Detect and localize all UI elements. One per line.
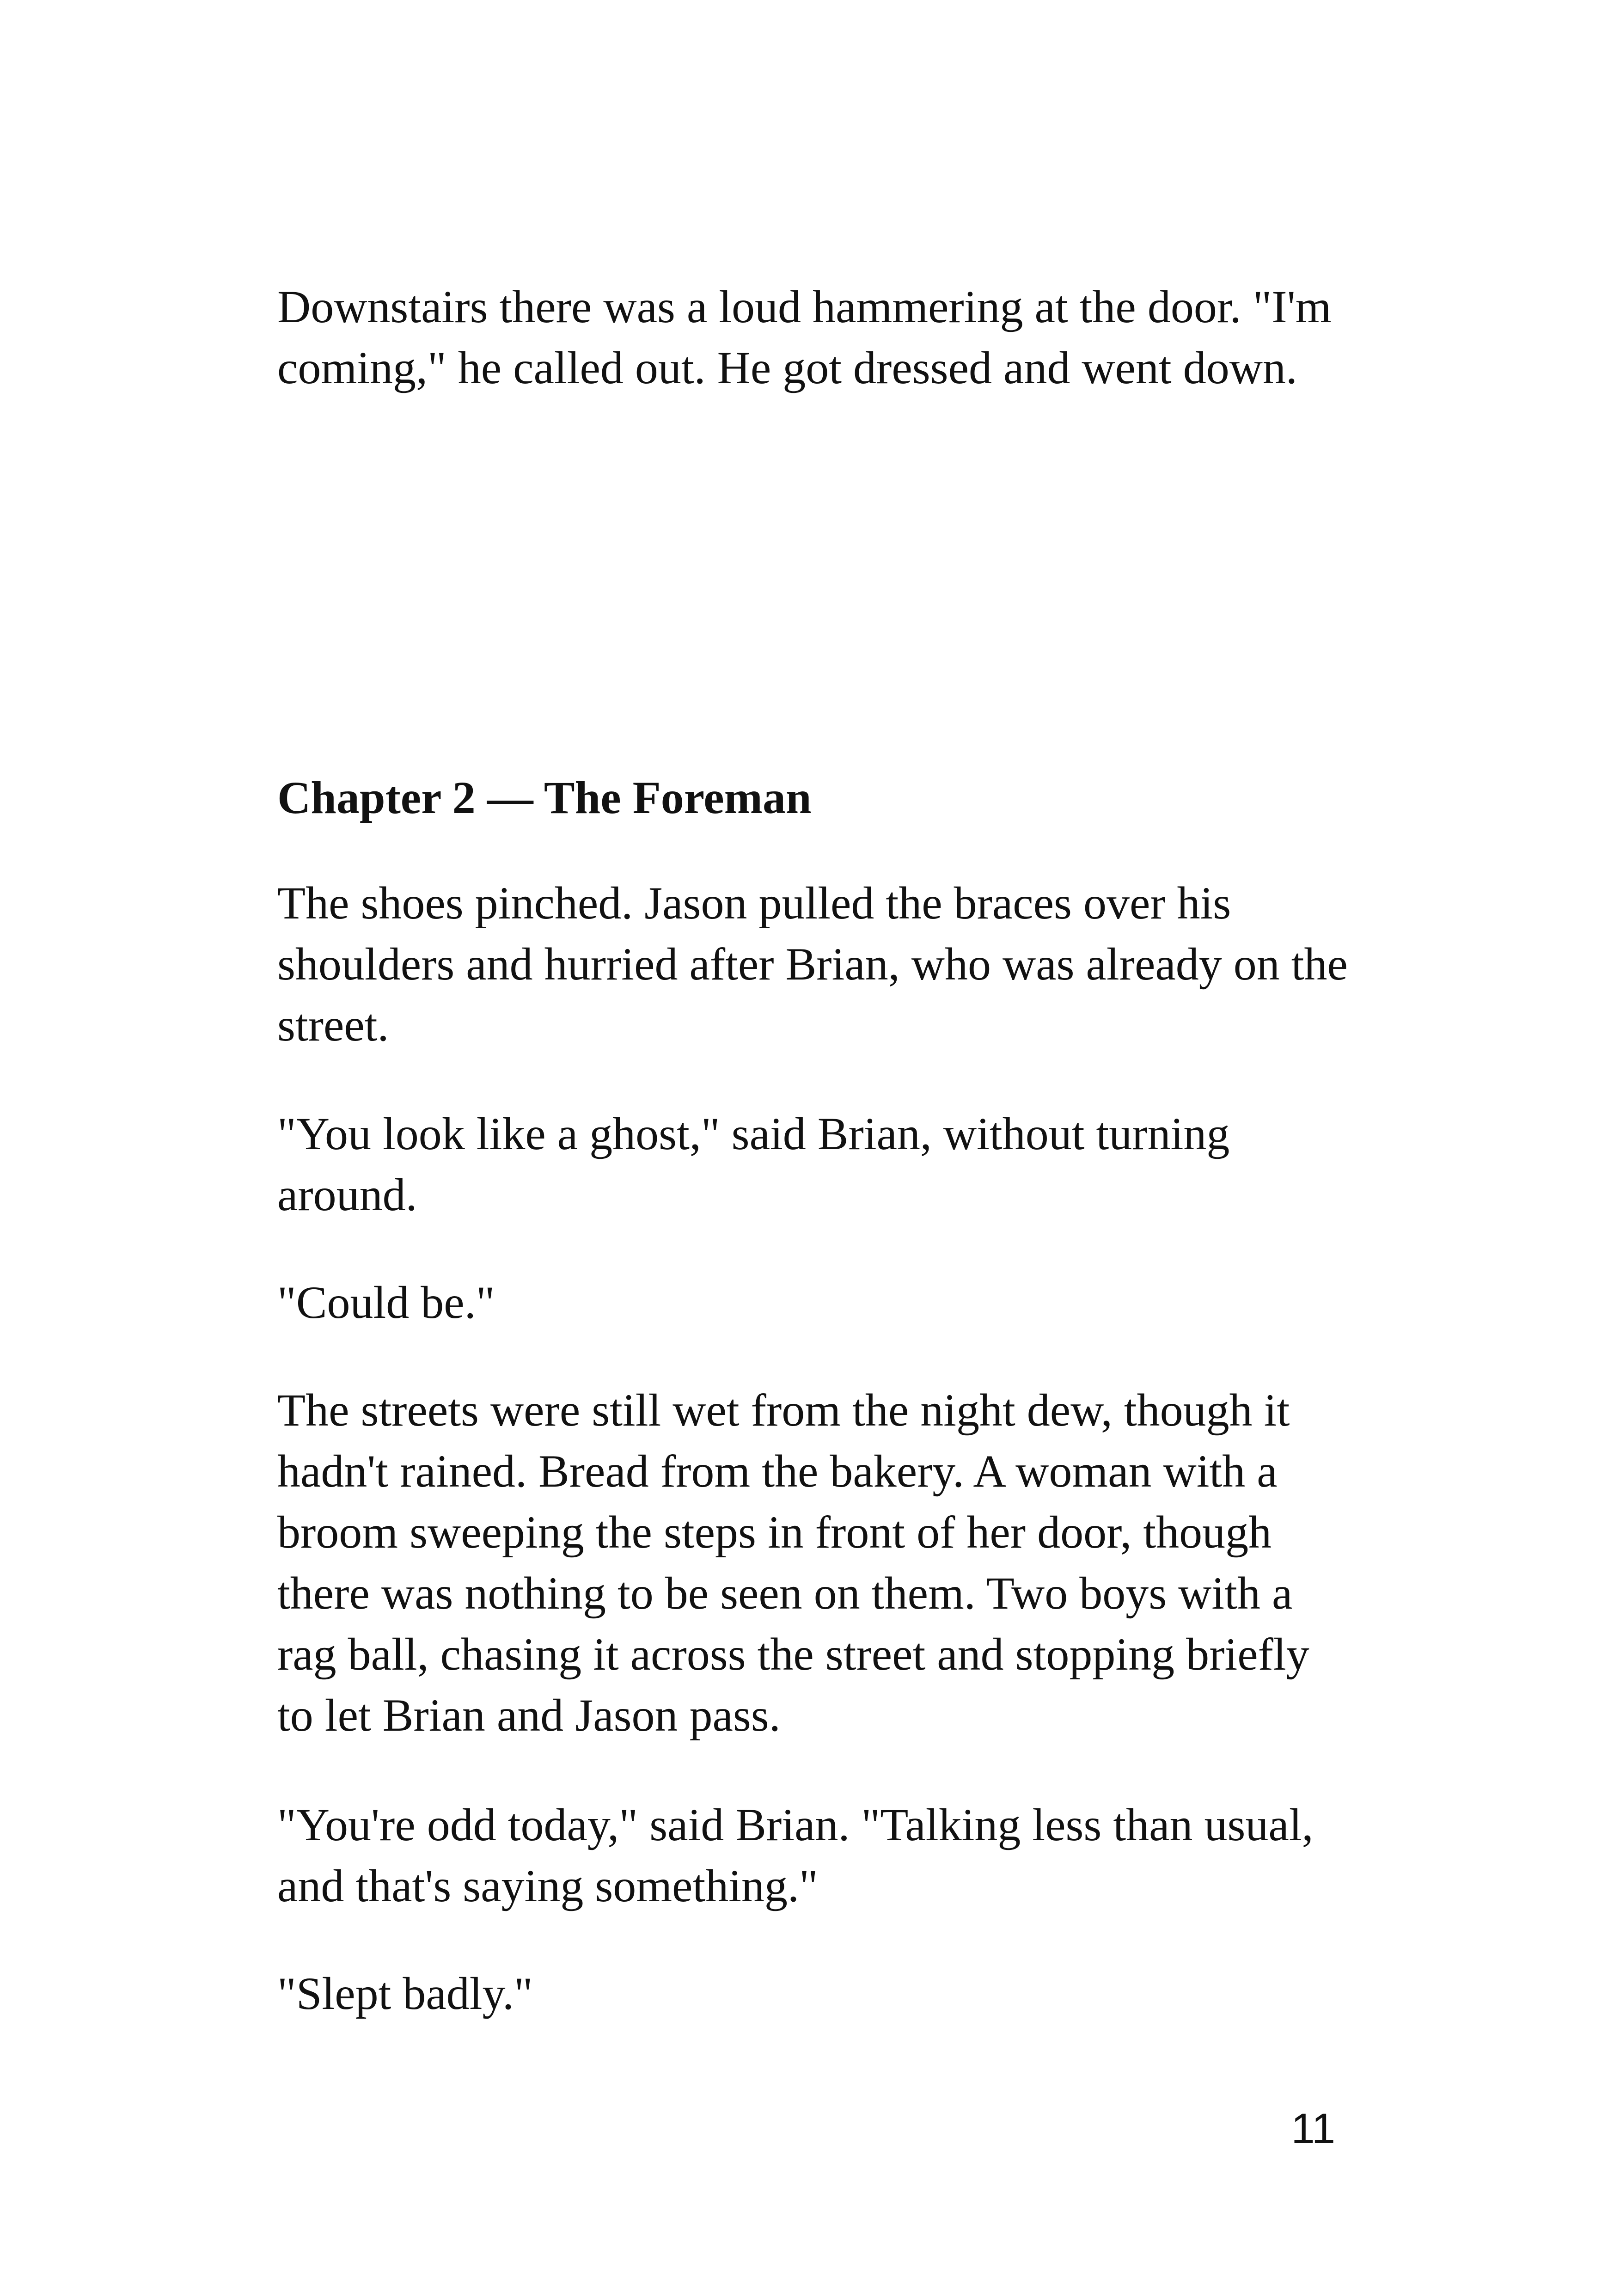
paragraph: "You're odd today," said Brian. "Talking less than usual, and that's saying something." — [277, 1799, 1314, 1911]
paragraph: "Slept badly." — [277, 1968, 533, 2019]
paragraph: The streets were still wet from the night dew, though it hadn't rained. Bread from the bakery. A woman with a broom sweeping the steps in front of her door, though there was nothing to be seen on them. Two boys with a rag ball, chasing it across the street and stopping briefly to let Brian and Jason pass. — [277, 1384, 1309, 1741]
paragraph: "You look like a ghost," said Brian, without turning around. — [277, 1108, 1230, 1220]
paragraph: "Could be." — [277, 1277, 495, 1328]
paragraph-opening: Downstairs there was a loud hammering at the door. "I'm coming," he called out. He got dressed and went down. — [277, 281, 1332, 393]
chapter-heading: Chapter 2 — The Foreman — [277, 772, 812, 823]
page-number: 11 — [1291, 2105, 1335, 2152]
paragraph: The shoes pinched. Jason pulled the braces over his shoulders and hurried after Brian, who was already on the street. — [277, 877, 1348, 1051]
